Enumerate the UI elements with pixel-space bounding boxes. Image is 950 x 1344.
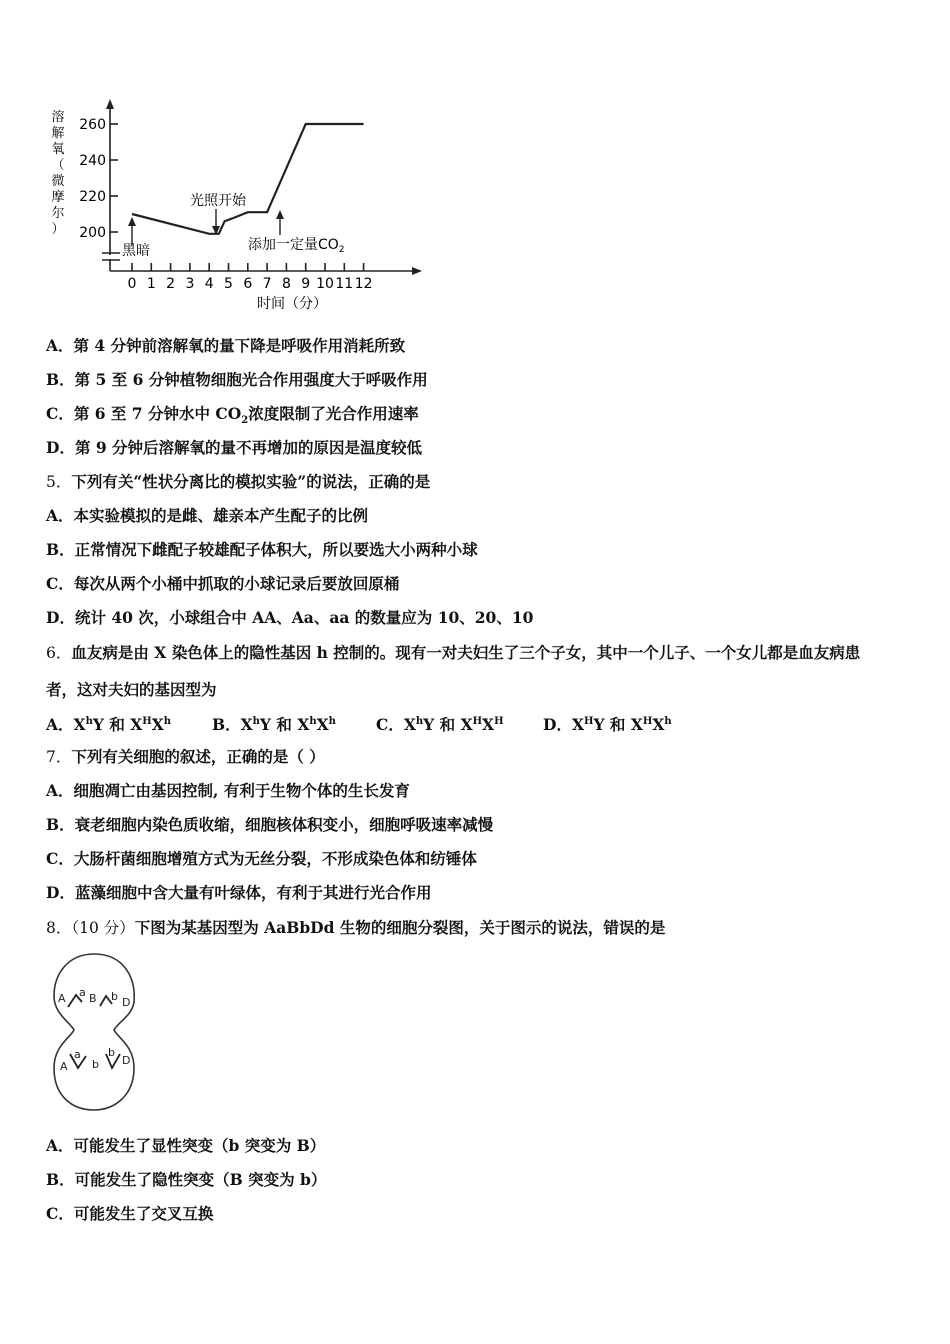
q7-stem: 7．下列有关细胞的叙述，正确的是（ ） [46,747,325,766]
q6-option-c: C．$X^hY$ 和 $X^HX^H$ [376,715,504,734]
q5-option-b: B．正常情况下雌配子较雄配子体积大，所以要选大小两种小球 [46,540,478,559]
co2-arrowhead [276,210,284,219]
x-tick-label: 5 [224,276,233,292]
q4-option-b: B．第 5 至 6 分钟植物细胞光合作用强度大于呼吸作用 [46,370,428,389]
x-tick-label: 0 [127,276,137,292]
x-tick-label: 8 [281,276,291,292]
cell-division-diagram [48,950,140,1115]
dark-label: 黑暗 [122,243,150,259]
x-tick-label: 4 [204,276,214,292]
q6-stem-cont: 者，这对夫妇的基因型为 [46,680,217,699]
x-tick-label: 12 [354,276,373,292]
x-tick-label: 1 [146,276,156,292]
y-axis-label-char: 氧 [51,142,65,157]
dissolved-oxygen-chart [40,95,440,320]
y-axis-label-char: （ [51,158,65,173]
y-tick-label: 240 [79,153,106,169]
y-axis-label-char: ） [51,222,65,237]
x-tick-label: 3 [185,276,195,292]
series-line [132,124,364,234]
x-axis-label: 时间（分） [257,296,327,312]
q4-option-d: D．第 9 分钟后溶解氧的量不再增加的原因是温度较低 [46,438,423,457]
q6-option-a: A．$X^hY$ 和 $X^HX^h$ [46,715,172,734]
x-tick-label: 10 [316,276,334,292]
y-axis-label-char: 溶 [51,110,65,125]
top-allele-1: A [58,992,66,1005]
co2-label: 添加一定量$CO_2$ [248,237,345,255]
q4-option-c: C．第 6 至 7 分钟水中 $CO_2$浓度限制了光合作用速率 [46,404,419,427]
x-tick-label: 7 [262,276,272,292]
top-allele-4: b [111,990,118,1003]
q8-stem: 8．（10 分）下图为某基因型为 AaBbDd 生物的细胞分裂图，关于图示的说法，错误的是 [46,918,666,937]
bottom-allele-3: b [92,1058,99,1071]
y-ticks [79,117,118,241]
q6-option-d: D．$X^HY$ 和 $X^HX^h$ [543,715,672,734]
q5-stem: 5．下列有关“性状分离比的模拟实验”的说法，正确的是 [46,472,431,491]
x-ticks [128,263,373,292]
bottom-allele-5: D [122,1054,131,1067]
q8-option-b: B．可能发生了隐性突变（B 突变为 b） [46,1170,327,1189]
q6-option-b: B．$X^hY$ 和 $X^hX^h$ [212,715,336,734]
top-allele-3: B [89,992,97,1005]
dark-arrowhead [128,217,136,226]
bottom-allele-1: A [60,1060,68,1073]
q7-option-d: D．蓝藻细胞中含大量有叶绿体，有利于其进行光合作用 [46,883,432,902]
q7-option-a: A．细胞凋亡由基因控制, 有利于生物个体的生长发育 [46,781,410,800]
y-axis-label-char: 摩 [51,190,65,205]
y-axis-label-char: 微 [51,174,65,189]
y-axis-label [51,109,64,237]
y-tick-label: 220 [79,189,106,205]
y-tick-label: 200 [79,225,106,241]
y-axis-label-char: 尔 [51,206,65,221]
y-axis-label-char: 解 [51,126,65,141]
top-allele-2: a [79,986,86,999]
q6-options [46,713,906,735]
q7-option-c: C．大肠杆菌细胞增殖方式为无丝分裂，不形成染色体和纺锤体 [46,849,477,868]
top-chromosomes [58,986,130,1009]
light-label: 光照开始 [190,193,246,209]
x-tick-label: 9 [301,276,311,292]
x-tick-label: 6 [243,276,253,292]
q8-option-c: C．可能发生了交叉互换 [46,1204,214,1223]
x-axis-arrow [412,267,422,275]
cell-outline [54,954,134,1110]
q6-stem: 6．血友病是由 X 染色体上的隐性基因 h 控制的。现有一对夫妇生了三个子女，其中一个儿子、一个女儿都是血友病患 [46,643,861,662]
x-tick-label: 2 [166,276,176,292]
y-axis-arrow [106,99,114,109]
q5-option-a: A．本实验模拟的是雌、雄亲本产生配子的比例 [46,506,369,525]
bottom-chromosomes [60,1046,130,1073]
q8-option-a: A．可能发生了显性突变（b 突变为 B） [46,1136,326,1155]
q7-option-b: B．衰老细胞内染色质收缩，细胞核体积变小，细胞呼吸速率减慢 [46,815,494,834]
bottom-allele-2: a [74,1048,81,1061]
q5-option-c: C．每次从两个小桶中抓取的小球记录后要放回原桶 [46,574,400,593]
x-tick-label: 11 [335,276,354,292]
y-tick-label: 260 [79,117,106,133]
q5-option-d: D．统计 40 次，小球组合中 AA、Aa、aa 的数量应为 10、20、10 [46,608,534,627]
top-allele-5: D [122,996,131,1009]
bottom-allele-4: b [108,1046,115,1059]
q4-option-a: A．第 4 分钟前溶解氧的量下降是呼吸作用消耗所致 [46,336,406,355]
